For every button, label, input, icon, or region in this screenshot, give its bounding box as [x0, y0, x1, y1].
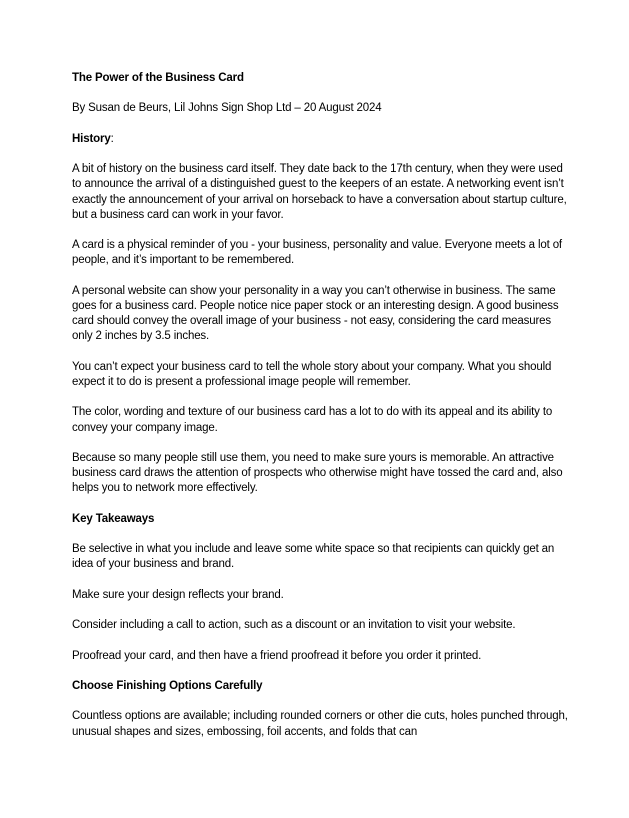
- body-paragraph: A card is a physical reminder of you - your business, personality and value. Everyone meets a lot of people, and it’s important to be remembered.: [72, 239, 562, 267]
- body-paragraph: The color, wording and texture of our business card has a lot to do with its appeal and its ability to convey your company image.: [72, 406, 553, 434]
- body-paragraph: A bit of history on the business card itself. They date back to the 17th century, when they were used to announce the arrival of a distinguished guest to the keepers of an estate. A networking event isn’t exactly the announcement of your arrival on horseback to have a conversation about startup culture, but a business card can work in your favor.: [72, 163, 567, 221]
- takeaways-heading: Key Takeaways: [72, 512, 155, 525]
- takeaway-item: Be selective in what you include and leave some white space so that recipients can quickly get an idea of your business and brand.: [72, 543, 555, 571]
- body-paragraph: Because so many people still use them, you need to make sure yours is memorable. An attractive business card draws the attention of prospects who otherwise might have tossed the card and, also helps you to network more effectively.: [72, 451, 563, 495]
- history-heading: History: [72, 132, 111, 145]
- body-paragraph: A personal website can show your personality in a way you can’t otherwise in business. The same goes for a business card. People notice nice paper stock or an interesting design. A good business card should convey the overall image of your business - not easy, considering the card measures only 2 inches by 3.5 inches.: [72, 284, 559, 343]
- takeaway-item: Consider including a call to action, such as a discount or an invitation to visit your website.: [72, 619, 516, 632]
- takeaway-item: Make sure your design reflects your brand.: [72, 588, 284, 601]
- history-heading-line: [72, 132, 572, 147]
- document-page: [72, 71, 572, 755]
- takeaway-item: Proofread your card, and then have a friend proofread it before you order it printed.: [72, 649, 482, 662]
- document-title: The Power of the Business Card: [72, 72, 244, 84]
- finishing-paragraph: Countless options are available; including rounded corners or other die cuts, holes punched through, unusual shapes and sizes, embossing, foil accents, and folds that can: [72, 710, 568, 738]
- history-heading-colon: :: [110, 132, 114, 145]
- body-paragraph: You can’t expect your business card to tell the whole story about your company. What you should expect it to do is present a professional image people will remember.: [72, 360, 552, 388]
- byline: By Susan de Beurs, Lil Johns Sign Shop Ltd – 20 August 2024: [72, 102, 382, 115]
- finishing-heading: Choose Finishing Options Carefully: [72, 679, 263, 692]
